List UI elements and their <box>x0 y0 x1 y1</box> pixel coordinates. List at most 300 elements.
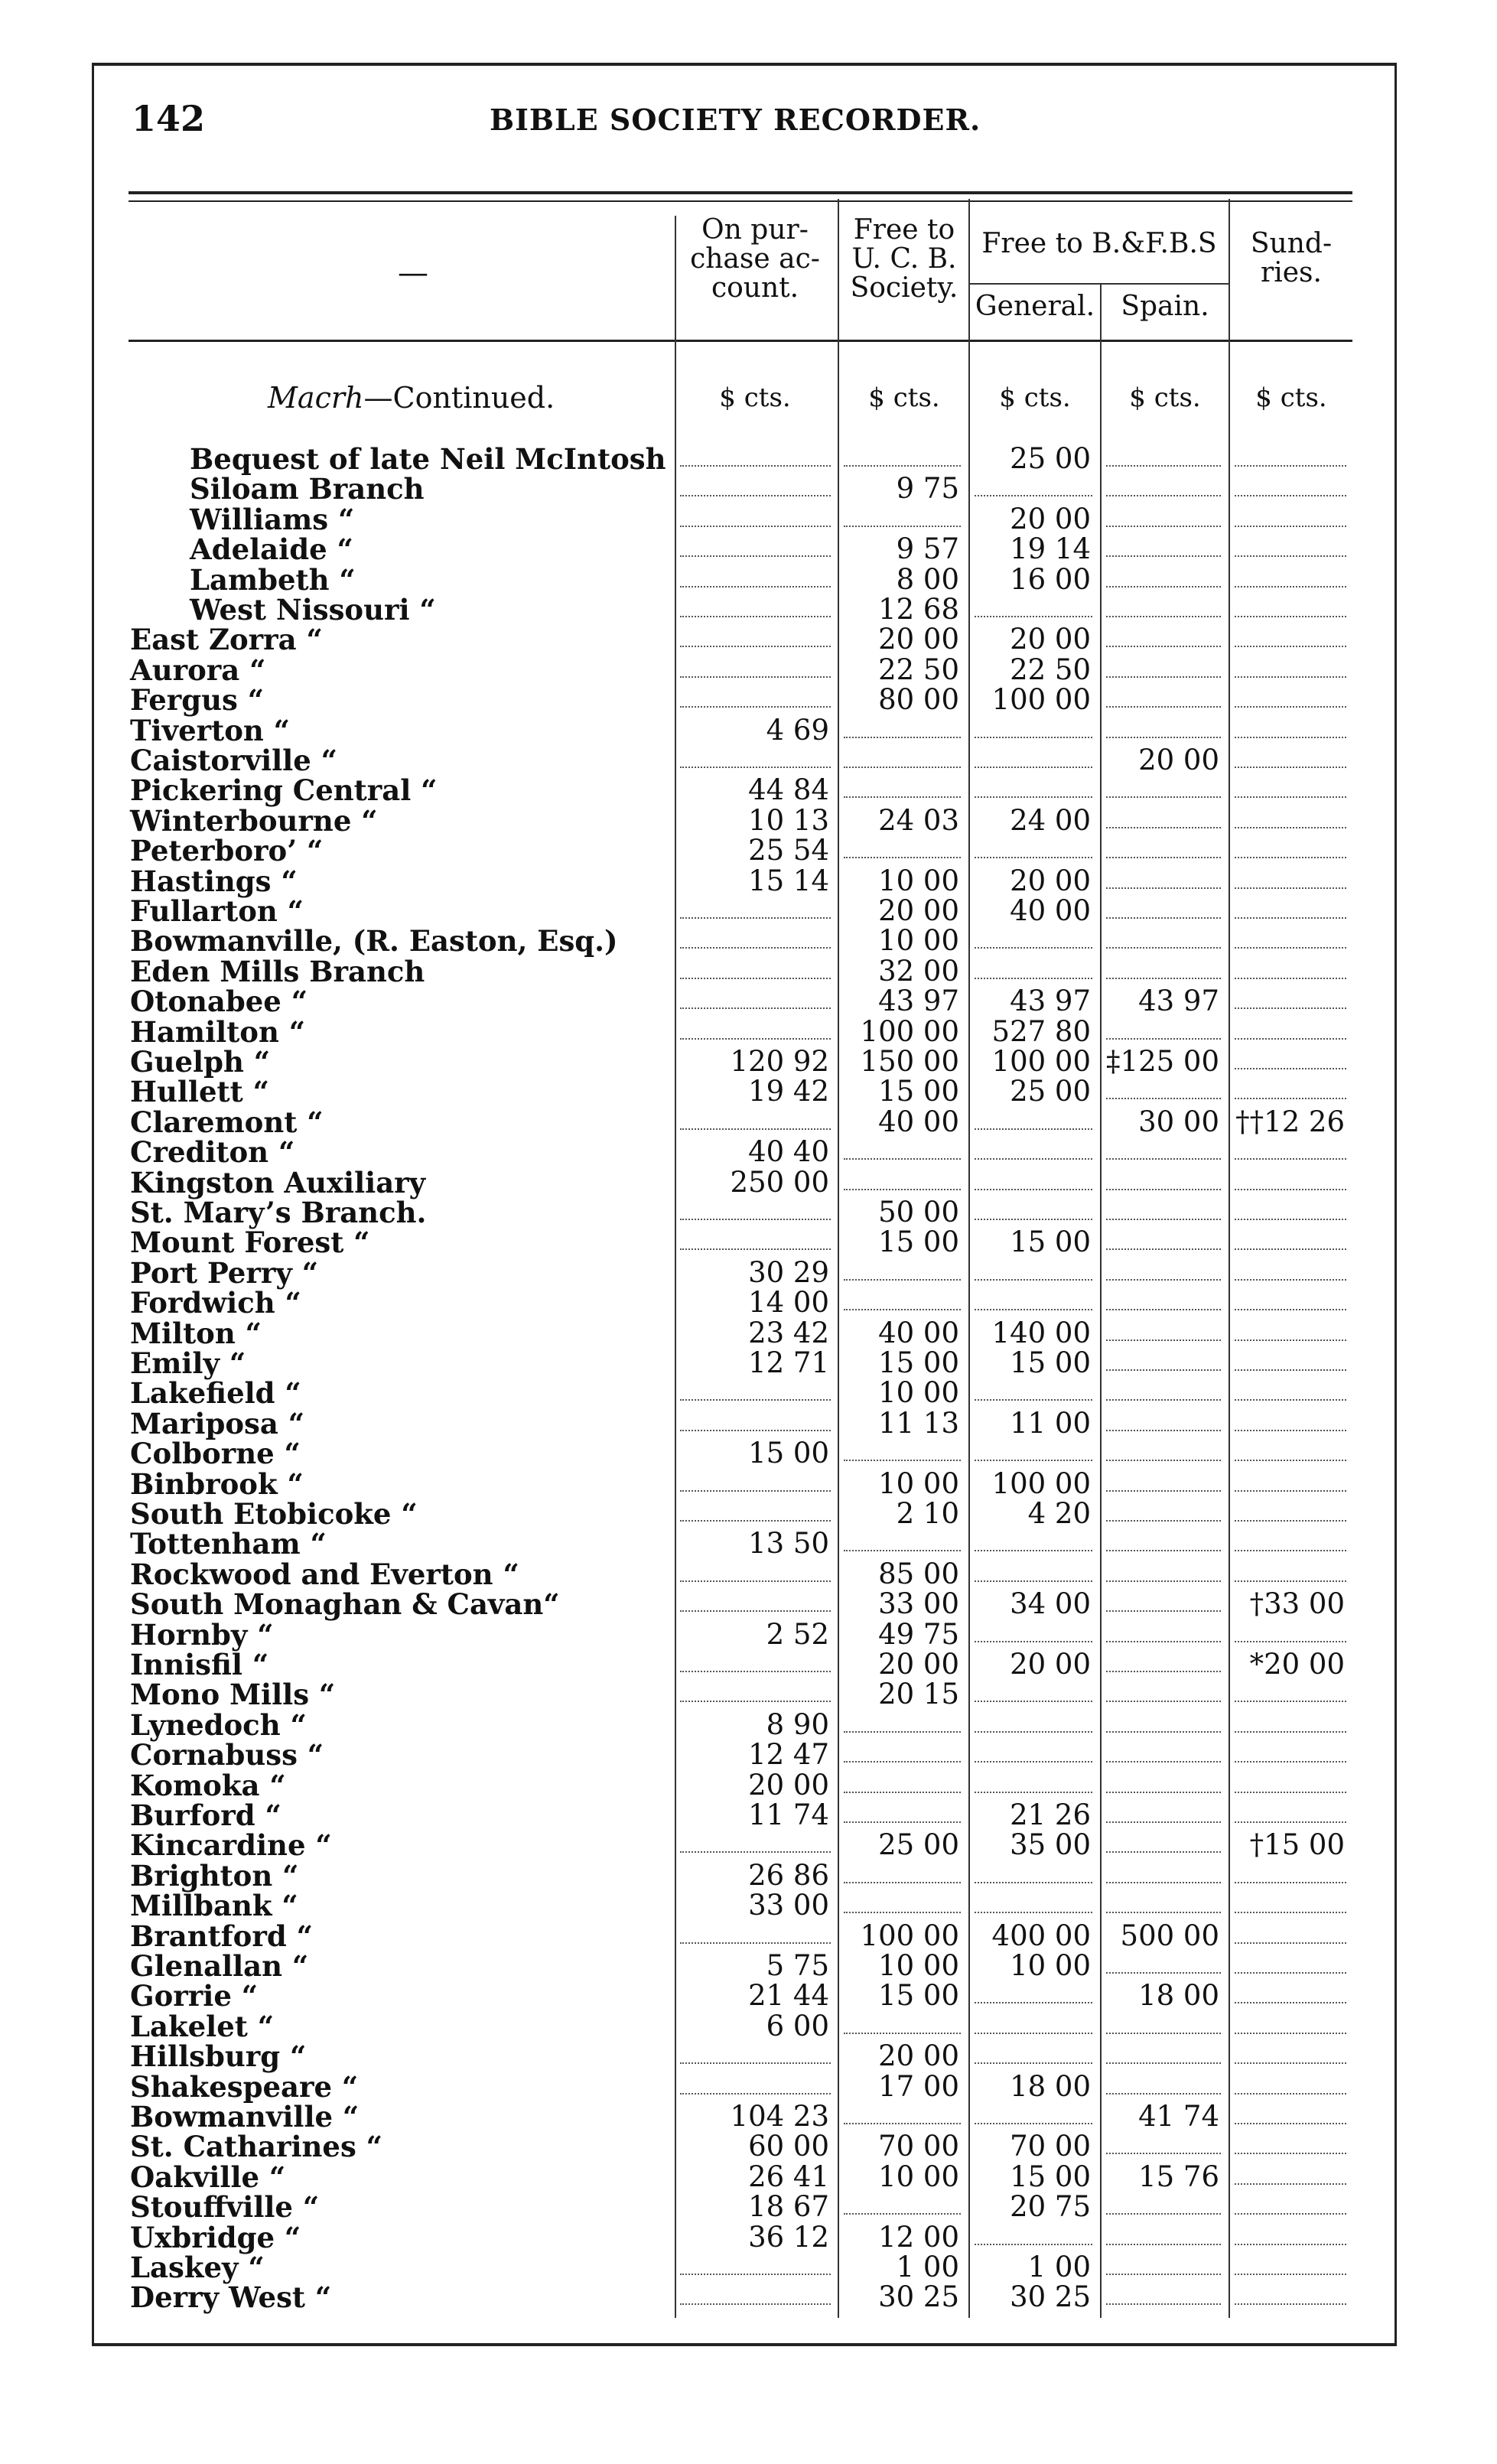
table-row <box>0 775 1497 806</box>
dot-leader <box>975 796 1092 798</box>
table-row <box>0 803 1497 838</box>
table-row <box>0 683 1497 718</box>
cell-col-2: 80 00 <box>878 683 959 717</box>
dot-leader <box>844 767 961 768</box>
row-name: Siloam Branch <box>190 472 425 506</box>
dot-leader <box>975 978 1092 979</box>
row-name: Hillsburg “ <box>130 2039 307 2074</box>
header-sundries: Sund- ries. <box>1250 228 1333 288</box>
dot-leader <box>680 586 831 588</box>
dot-leader <box>844 1309 961 1310</box>
dot-leader <box>680 1520 831 1522</box>
table-row <box>0 896 1497 926</box>
dot-leader <box>844 857 961 858</box>
dot-leader <box>680 2303 831 2305</box>
table-row <box>0 2190 1497 2225</box>
cell-col-4: 15 76 <box>1138 2160 1219 2193</box>
dot-leader <box>1106 1098 1221 1099</box>
cell-col-2: 20 00 <box>878 894 959 927</box>
row-name: Uxbridge “ <box>130 2220 301 2254</box>
dot-leader <box>1106 2033 1221 2034</box>
unit-col-3: $ cts. <box>999 382 1071 413</box>
dot-leader <box>975 857 1092 858</box>
dot-leader <box>1235 1430 1346 1431</box>
cell-col-2: 32 00 <box>878 954 959 988</box>
header-general: General. <box>975 291 1095 322</box>
cell-col-2: 20 00 <box>878 1648 959 1681</box>
table-row <box>0 1981 1497 2011</box>
table-row <box>0 1107 1497 1138</box>
dot-leader <box>1106 646 1221 647</box>
dot-leader <box>975 1792 1092 1793</box>
dot-leader <box>1235 465 1346 467</box>
dot-leader <box>1235 555 1346 557</box>
cell-col-3: 25 00 <box>1010 1075 1091 1108</box>
dot-leader <box>1106 1580 1221 1582</box>
dot-leader <box>1235 1550 1346 1551</box>
cell-col-2: 22 50 <box>878 653 959 686</box>
row-name: Binbrook “ <box>130 1466 304 1501</box>
header-top-rule-thin <box>129 200 1352 202</box>
dot-leader <box>1106 917 1221 919</box>
table-row <box>0 715 1497 746</box>
dot-leader <box>1235 2303 1346 2305</box>
dot-leader <box>1106 737 1221 738</box>
dot-leader <box>1106 1158 1221 1160</box>
cell-col-2: 20 15 <box>878 1678 959 1711</box>
table-row <box>0 986 1497 1017</box>
cell-col-3: 20 00 <box>1010 623 1091 656</box>
row-name: Laskey “ <box>130 2251 265 2284</box>
group-header-rule <box>970 283 1230 285</box>
table-row <box>0 745 1497 776</box>
dot-leader <box>680 1851 831 1853</box>
cell-col-3: 30 25 <box>1010 2280 1091 2314</box>
dot-leader <box>844 1761 961 1763</box>
cell-col-1: 13 50 <box>748 1527 829 1561</box>
dot-leader <box>1235 887 1346 889</box>
row-name: Mount Forest “ <box>130 1225 370 1260</box>
cell-col-3: 18 00 <box>1010 2069 1091 2103</box>
cell-col-2: 8 00 <box>896 562 959 596</box>
cell-col-3: 527 80 <box>991 1014 1091 1048</box>
table-row <box>0 1587 1497 1622</box>
header-on-purchase: On pur- chase ac- count. <box>690 214 820 304</box>
row-name: Lambeth “ <box>190 562 356 597</box>
dot-leader <box>1106 1309 1221 1310</box>
dot-leader <box>1106 555 1221 557</box>
dot-leader <box>680 1701 831 1702</box>
row-name: Kingston Auxiliary <box>130 1165 426 1199</box>
dot-leader <box>1235 1792 1346 1793</box>
row-name: St. Catharines “ <box>130 2130 382 2164</box>
table-row <box>0 1076 1497 1107</box>
dot-leader <box>1235 1882 1346 1883</box>
cell-col-2: 15 00 <box>878 1979 959 2013</box>
table-row <box>0 1619 1497 1650</box>
dot-leader <box>680 2062 831 2064</box>
table-row <box>0 1318 1497 1349</box>
table-row <box>0 655 1497 685</box>
table-row <box>0 1921 1497 1951</box>
dot-leader <box>1106 495 1221 496</box>
dot-leader <box>1235 2123 1346 2124</box>
cell-col-1: 21 44 <box>748 1979 829 2013</box>
dot-leader <box>1106 1399 1221 1401</box>
table-row <box>0 2069 1497 2104</box>
cell-col-1: 15 14 <box>748 864 829 897</box>
dot-leader <box>1106 616 1221 617</box>
cell-col-2: 9 75 <box>896 472 959 506</box>
dot-leader <box>680 1038 831 1040</box>
dot-leader <box>975 1641 1092 1642</box>
dot-leader <box>1106 796 1221 798</box>
dot-leader <box>1235 947 1346 949</box>
dot-leader <box>680 1007 831 1009</box>
cell-col-5: *20 00 <box>1249 1648 1345 1681</box>
row-name: Oakville “ <box>130 2160 286 2194</box>
cell-col-1: 11 74 <box>748 1798 829 1831</box>
dot-leader <box>1235 1912 1346 1913</box>
month-name: Macrh <box>268 381 364 415</box>
cell-col-2: 10 00 <box>878 1376 959 1410</box>
dot-leader <box>844 1792 961 1793</box>
dot-leader <box>1235 1068 1346 1069</box>
dot-leader <box>680 1219 831 1220</box>
dot-leader <box>844 2213 961 2215</box>
cell-col-3: 22 50 <box>1010 653 1091 686</box>
table-row <box>0 1046 1497 1077</box>
row-name: Claremont “ <box>130 1105 324 1139</box>
dot-leader <box>844 1550 961 1551</box>
cell-col-3: 1 00 <box>1027 2251 1091 2283</box>
dot-leader <box>844 1882 961 1883</box>
dot-leader <box>680 706 831 708</box>
dot-leader <box>680 1399 831 1401</box>
row-name: Bowmanville “ <box>130 2100 360 2134</box>
cell-col-4: 41 74 <box>1138 2100 1219 2133</box>
row-name: Emily “ <box>130 1346 246 1380</box>
dot-leader <box>680 2093 831 2095</box>
cell-col-1: 40 40 <box>748 1135 829 1169</box>
cell-col-1: 18 67 <box>748 2190 829 2224</box>
row-name: Pickering Central “ <box>130 773 438 808</box>
table-row <box>0 1227 1497 1258</box>
cell-col-1: 36 12 <box>748 2220 829 2254</box>
dot-leader <box>1106 2244 1221 2245</box>
dot-leader <box>680 1490 831 1492</box>
cell-col-3: 10 00 <box>1010 1949 1091 1982</box>
cell-col-3: 20 75 <box>1010 2190 1091 2224</box>
dot-leader <box>844 1460 961 1461</box>
dot-leader <box>975 2062 1092 2064</box>
dot-leader <box>844 465 961 467</box>
row-name: Hullett “ <box>130 1075 269 1109</box>
cell-col-3: 11 00 <box>1010 1406 1091 1440</box>
cell-col-3: 19 14 <box>1010 532 1091 566</box>
dot-leader <box>1235 1641 1346 1642</box>
dot-leader <box>680 1580 831 1582</box>
dot-leader <box>975 1761 1092 1763</box>
table-row <box>0 1890 1497 1921</box>
table-row <box>0 1649 1497 1680</box>
cell-col-2: 40 00 <box>878 1105 959 1138</box>
dot-leader <box>1106 1038 1221 1040</box>
unit-col-2: $ cts. <box>868 382 940 413</box>
dot-leader <box>975 1309 1092 1310</box>
dot-leader <box>1106 1219 1221 1220</box>
table-row <box>0 1499 1497 1529</box>
row-name: Adelaide “ <box>190 532 353 567</box>
dot-leader <box>680 555 831 557</box>
cell-col-1: 60 00 <box>748 2130 829 2163</box>
row-name: Bequest of late Neil McIntosh <box>190 442 666 476</box>
row-name: Port Perry “ <box>130 1255 318 1290</box>
cell-col-3: 24 00 <box>1010 803 1091 837</box>
dot-leader <box>1106 887 1221 889</box>
page-number: 142 <box>132 98 206 139</box>
dot-leader <box>1235 1580 1346 1582</box>
dot-leader <box>975 2002 1092 2003</box>
cell-col-3: 400 00 <box>991 1919 1091 1952</box>
cell-col-5: ††12 26 <box>1235 1105 1345 1138</box>
table-row <box>0 866 1497 897</box>
row-name: Shakespeare “ <box>130 2069 359 2104</box>
dot-leader <box>1235 1098 1346 1099</box>
row-name: Lakelet “ <box>130 2009 275 2043</box>
dot-leader <box>1235 1701 1346 1702</box>
cell-col-5: †33 00 <box>1249 1587 1345 1621</box>
cell-col-1: 15 00 <box>748 1437 829 1470</box>
table-row <box>0 924 1497 959</box>
dot-leader <box>1106 676 1221 678</box>
dot-leader <box>1235 1942 1346 1944</box>
dot-leader <box>1106 857 1221 858</box>
row-name: Brantford “ <box>130 1919 313 1953</box>
dot-leader <box>1106 465 1221 467</box>
dot-leader <box>1106 2303 1221 2305</box>
cell-col-2: 20 00 <box>878 623 959 656</box>
dot-leader <box>1106 2093 1221 2095</box>
dot-leader <box>1106 2153 1221 2154</box>
dot-leader <box>1235 2153 1346 2154</box>
month-continued: —Continued. <box>363 381 555 415</box>
dot-leader <box>975 1912 1092 1913</box>
dot-leader <box>680 646 831 647</box>
table-row <box>0 1408 1497 1439</box>
table-row <box>0 1951 1497 1981</box>
row-name: South Monaghan & Cavan“ <box>130 1587 560 1622</box>
cell-col-2: 24 03 <box>878 803 959 837</box>
cell-col-2: 25 00 <box>878 1828 959 1862</box>
row-name: Milton “ <box>130 1316 262 1350</box>
dot-leader <box>1235 1189 1346 1190</box>
cell-col-1: 8 90 <box>766 1707 829 1741</box>
cell-col-2: 150 00 <box>860 1045 959 1078</box>
cell-col-4: 500 00 <box>1120 1919 1219 1952</box>
cell-col-2: 11 13 <box>878 1406 959 1440</box>
cell-col-4: 20 00 <box>1138 744 1219 776</box>
dot-leader <box>844 2123 961 2124</box>
cell-col-1: 6 00 <box>766 2009 829 2042</box>
dot-leader <box>975 1128 1092 1130</box>
dot-leader <box>975 1279 1092 1281</box>
dot-leader <box>1235 706 1346 708</box>
cell-col-2: 20 00 <box>878 2039 959 2073</box>
cell-col-2: 100 00 <box>860 1014 959 1048</box>
dot-leader <box>975 1580 1092 1582</box>
unit-col-5: $ cts. <box>1255 382 1327 413</box>
dot-leader <box>975 1701 1092 1702</box>
header-bottom-rule <box>129 340 1352 342</box>
dot-leader <box>1235 2062 1346 2064</box>
cell-col-3: 140 00 <box>991 1316 1091 1349</box>
cell-col-2: 17 00 <box>878 2069 959 2103</box>
table-row <box>0 1466 1497 1501</box>
dot-leader <box>975 1731 1092 1733</box>
dot-leader <box>1106 1821 1221 1823</box>
dot-leader <box>680 1128 831 1130</box>
cell-col-3: 70 00 <box>1010 2130 1091 2163</box>
row-name: Rockwood and Everton “ <box>130 1557 519 1591</box>
cell-col-1: 19 42 <box>748 1075 829 1108</box>
dot-leader <box>1235 2183 1346 2185</box>
cell-col-1: 33 00 <box>748 1889 829 1922</box>
cell-col-3: 35 00 <box>1010 1828 1091 1862</box>
table-row <box>0 1197 1497 1228</box>
dot-leader <box>680 1248 831 1250</box>
cell-col-2: 10 00 <box>878 864 959 897</box>
row-name: Fordwich “ <box>130 1286 301 1320</box>
cell-col-4: 43 97 <box>1138 985 1219 1018</box>
dot-leader <box>1106 2274 1221 2275</box>
cell-col-2: 12 68 <box>878 593 959 626</box>
dot-leader <box>975 495 1092 496</box>
cell-col-1: 12 47 <box>748 1738 829 1772</box>
row-name: Williams “ <box>190 502 355 536</box>
table-row <box>0 2011 1497 2042</box>
dot-leader <box>1235 796 1346 798</box>
dot-leader <box>1235 495 1346 496</box>
table-row <box>0 2041 1497 2072</box>
cell-col-2: 10 00 <box>878 1466 959 1500</box>
table-row <box>0 1376 1497 1411</box>
cell-col-2: 100 00 <box>860 1919 959 1952</box>
dot-leader <box>844 526 961 527</box>
cell-col-3: 15 00 <box>1010 1225 1091 1259</box>
dot-leader <box>844 737 961 738</box>
cell-col-2: 15 00 <box>878 1346 959 1379</box>
dot-leader <box>1106 1851 1221 1853</box>
dot-leader <box>1235 1279 1346 1281</box>
dot-leader <box>1235 1339 1346 1341</box>
dot-leader <box>1235 1038 1346 1040</box>
dot-leader <box>1106 1339 1221 1341</box>
dot-leader <box>1235 1399 1346 1401</box>
dot-leader <box>1106 1610 1221 1612</box>
row-name: Colborne “ <box>130 1437 301 1471</box>
dot-leader <box>1106 1430 1221 1431</box>
header-free-ucb: Free to U. C. B. Society. <box>850 214 958 304</box>
dot-leader <box>1235 1460 1346 1461</box>
cell-col-3: 100 00 <box>991 1466 1091 1500</box>
cell-col-1: 5 75 <box>766 1949 829 1982</box>
cell-col-2: 50 00 <box>878 1196 959 1229</box>
cell-col-1: 120 92 <box>730 1045 829 1078</box>
dot-leader <box>1106 1641 1221 1642</box>
dot-leader <box>1235 1309 1346 1310</box>
dot-leader <box>1235 1158 1346 1160</box>
dot-leader <box>1106 1369 1221 1371</box>
dot-leader <box>680 1671 831 1672</box>
dot-leader <box>975 737 1092 738</box>
dot-leader <box>975 616 1092 617</box>
cell-col-2: 30 25 <box>878 2280 959 2314</box>
row-name: Mariposa “ <box>130 1406 304 1440</box>
cell-col-1: 26 86 <box>748 1858 829 1892</box>
cell-col-3: 40 00 <box>1010 894 1091 927</box>
cell-col-4: ‡125 00 <box>1106 1045 1219 1078</box>
row-name: Lakefield “ <box>130 1376 301 1411</box>
cell-col-3: 43 97 <box>1010 985 1091 1018</box>
table-row <box>0 1559 1497 1590</box>
table-row <box>0 1679 1497 1710</box>
table-row <box>0 1014 1497 1049</box>
row-name: Kincardine “ <box>130 1828 332 1863</box>
dot-leader <box>1106 1189 1221 1190</box>
table-row <box>0 444 1497 474</box>
row-name: Derry West “ <box>130 2280 332 2315</box>
cell-col-2: 85 00 <box>878 1557 959 1590</box>
dot-leader <box>680 2274 831 2275</box>
cell-col-3: 20 00 <box>1010 1648 1091 1681</box>
table-row <box>0 1348 1497 1378</box>
dot-leader <box>1106 1490 1221 1492</box>
header-free-bfbs: Free to B.&F.B.S <box>981 228 1217 259</box>
dot-leader <box>680 465 831 467</box>
dot-leader <box>1106 1731 1221 1733</box>
cell-col-2: 70 00 <box>878 2130 959 2163</box>
dot-leader <box>1106 1792 1221 1793</box>
cell-col-2: 10 00 <box>878 2160 959 2193</box>
dot-leader <box>1106 1972 1221 1974</box>
row-name: Fergus “ <box>130 683 265 718</box>
table-row <box>0 2162 1497 2192</box>
cell-col-3: 21 26 <box>1010 1798 1091 1831</box>
row-name: Bowmanville, (R. Easton, Esq.) <box>130 924 618 959</box>
dot-leader <box>975 947 1092 949</box>
table-row <box>0 1255 1497 1290</box>
cell-col-3: 16 00 <box>1010 562 1091 596</box>
dot-leader <box>844 1731 961 1733</box>
dot-leader <box>975 1460 1092 1461</box>
table-row <box>0 624 1497 655</box>
cell-col-1: 25 54 <box>748 834 829 867</box>
dot-leader <box>1235 767 1346 768</box>
row-name: South Etobicoke “ <box>130 1497 418 1531</box>
dot-leader <box>1235 1007 1346 1009</box>
dot-leader <box>1106 2062 1221 2064</box>
cell-col-1: 23 42 <box>748 1316 829 1349</box>
row-name: Aurora “ <box>130 653 266 687</box>
table-row <box>0 835 1497 866</box>
cell-col-1: 4 69 <box>766 713 829 747</box>
dot-leader <box>1235 2093 1346 2095</box>
cell-col-5: †15 00 <box>1249 1828 1345 1862</box>
dot-leader <box>1235 616 1346 617</box>
dot-leader <box>844 1158 961 1160</box>
dot-leader <box>1235 1761 1346 1763</box>
